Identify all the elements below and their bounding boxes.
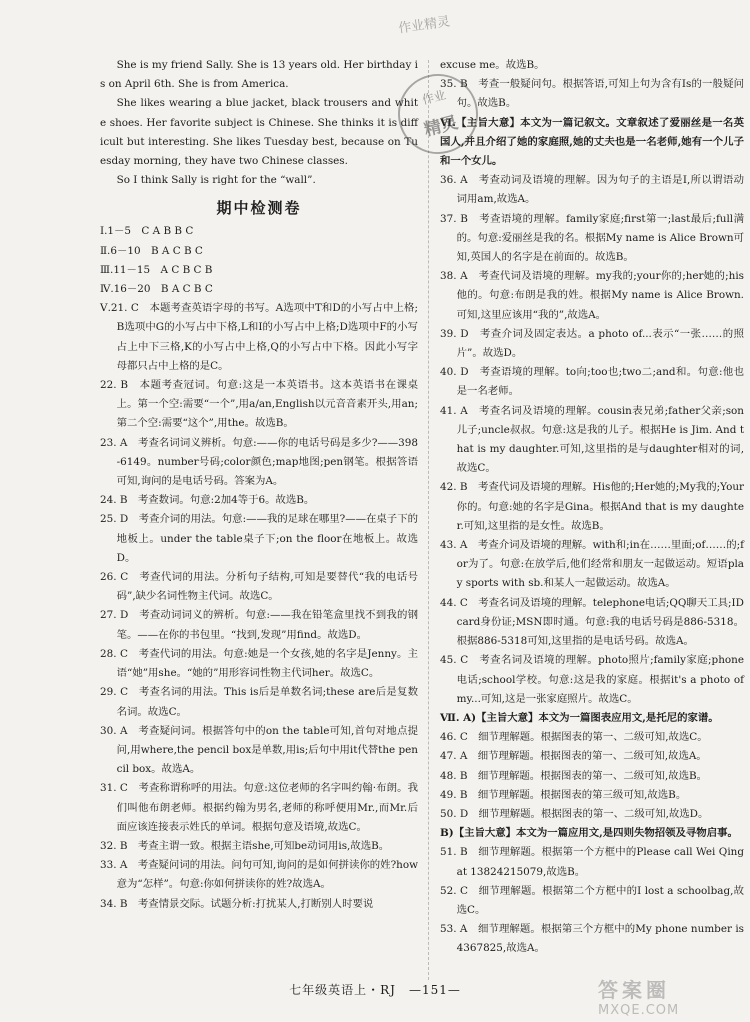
passage-paragraph: So I think Sally is right for the “wall”.	[116, 174, 316, 187]
answer-item: 37. B 考查语境的理解。family家庭;first第一;last最后;full满的。句意:爱丽丝是我的名。根据My name is Alice Brown可知,英国人的名字是在前面的。故选B。	[440, 212, 744, 264]
answer-item: 24. B 考查数词。句意:2加4等于6。故选B。	[100, 494, 315, 507]
answer-item: 30. A 考查疑问词。根据答句中的on the table可知,首句对地点提问,用where,the pencil box是单数,用is;后句中用it代替the pencil box。故选A。	[100, 724, 418, 776]
answer-item: 47. A 细节理解题。根据图表的第一、二级可知,故选A。	[440, 750, 707, 763]
column-divider	[428, 60, 429, 980]
answer-item: 38. A 考查代词及语境的理解。my我的;your你的;her她的;his他的。句意:布朗是我的姓。根据My name is Alice Brown.可知,这里应该用“我的”,故选A。	[440, 270, 744, 321]
answer-item: 36. A 考查动词及语境的理解。因为句子的主语是I,所以谓语动词用am,故选A。	[440, 174, 744, 206]
answer-item: 45. C 考查名词及语境的理解。photo照片;family家庭;phone电话;school学校。句意:这是我的家庭。根据it's a photo of my...可知,这是一张家庭照片。故选C。	[440, 654, 744, 705]
answer-item: 28. C 考查代词的用法。句意:她是一个女孩,她的名字是Jenny。主语“她”用she。“她的”用形容词性物主代词her。故选C。	[100, 647, 418, 680]
answer-item: 25. D 考查介词的用法。句意:——我的足球在哪里?——在桌子下的地板上。under the table桌子下;on the floor在地板上。故选D。	[100, 513, 418, 564]
answer-item: excuse me。故选B。	[440, 59, 545, 71]
summary-line: Ⅵ.【主旨大意】本文为一篇记叙文。文章叙述了爱丽丝是一名英国人,并且介绍了她的家庭照,她的丈夫也是一名老师,她有一个儿子和一个女儿。	[440, 116, 744, 168]
passage-paragraph: She likes wearing a blue jacket, black trousers and white shoes. Her favorite subject is Chinese. She thinks it is difficult but interesting. She likes Tuesday best, because on Tuesday morning, they have two Chinese classes.	[100, 97, 418, 168]
answer-item: 29. C 考查名词的用法。This is后是单数名词;these are后是复数名词。故选C。	[100, 686, 418, 718]
answer-item: 39. D 考查介词及固定表达。a photo of...表示“一张……的照片”。故选D。	[440, 327, 744, 360]
watermark-logo-name: 答案圈	[598, 978, 670, 1002]
answer-item: 48. B 细节理解题。根据图表的第一、二级可知,故选B。	[440, 769, 707, 782]
answer-item: 40. D 考查语境的理解。to向;too也;two二;and和。句意:他也是一名老师。	[440, 366, 744, 398]
summary-line: B)【主旨大意】本文为一篇应用文,是四则失物招领及寻物启事。	[440, 827, 738, 840]
section-title: 期中检测卷	[216, 199, 302, 218]
answer-item: 41. A 考查名词及语境的理解。cousin表兄弟;father父亲;son儿子;uncle叔叔。句意:这是我的儿子。根据He is Jim. And that is my daughter.可知,这里指的是与daughter相对的词,故选C。	[440, 404, 744, 475]
answer-item: 43. A 考查介词及语境的理解。with和;in在……里面;of……的;for为了。句意:在放学后,他们经常和朋友一起做运动。短语play sports with sb.和某人一起做运动。故选A。	[440, 539, 744, 590]
answer-item: 42. B 考查代词及语境的理解。His他的;Her她的;My我的;Your你的。句意:她的名字是Gina。根据And that is my daughter.可知,这里指的是女性。故选B。	[440, 481, 744, 532]
answer-line: Ⅰ.1－5 C A B B C	[100, 225, 194, 238]
answer-item: 51. B 细节理解题。根据第一个方框中的Please call Wei Qing at 13824215079,故选B。	[440, 846, 744, 878]
answer-line: Ⅳ.16－20 B A C B C	[100, 283, 213, 296]
stamp-text-bottom: 精灵	[422, 112, 461, 141]
answer-item: Ⅴ.21. C 本题考查英语字母的书写。A选项中T和D的小写占中上格;B选项中G的小写占中下格,L和I的小写占中上格;D选项中F的小写占上中下三格,K的小写占中上格,Q的小写占中下格。因此小写字母都只占中上格的是C。	[100, 302, 418, 372]
answer-line: Ⅲ.11－15 A C B C B	[100, 263, 213, 276]
left-column	[100, 56, 418, 914]
answer-item: 34. B 考查情景交际。试题分析:打扰某人,打断别人时要说	[100, 897, 374, 910]
watermark-logo-url: MXQE.COM	[598, 1003, 680, 1018]
answer-item: 27. D 考查动词词义的辨析。句意:——我在铅笔盒里找不到我的钢笔。——在你的书包里。“找到,发现”用find。故选D。	[100, 609, 418, 641]
passage-paragraph: She is my friend Sally. She is 13 years old. Her birthday is on April 6th. She is from America.	[100, 59, 418, 91]
answer-line: Ⅱ.6－10 B A C B C	[100, 244, 203, 257]
right-column	[440, 56, 744, 959]
answer-item: 31. C 考查称谓称呼的用法。句意:这位老师的名字叫约翰·布朗。我们叫他布朗老师。根据约翰为男名,老师的称呼便用Mr.,而Mr.后面应该连接表示姓氏的单词。根据句意及语境,故选C。	[100, 782, 418, 833]
answer-item: 52. C 细节理解题。根据第二个方框中的I lost a schoolbag,故选C。	[440, 884, 744, 916]
answer-item: 35. B 考查一般疑问句。根据答语,可知上句为含有Is的一般疑问句。故选B。	[440, 78, 744, 110]
watermark-top: 作业精灵	[397, 14, 452, 37]
answer-item: 26. C 考查代词的用法。分析句子结构,可知是要替代“我的电话号码”,缺少名词性物主代词。故选C。	[100, 571, 418, 603]
answer-item: 33. A 考查疑问词的用法。问句可知,询问的是如何拼读你的姓?how意为“怎样”。句意:你如何拼读你的姓?故选A。	[100, 859, 418, 891]
page-footer: 七年级英语上・RJ —151—	[289, 983, 461, 997]
watermark-logo	[598, 974, 738, 1016]
answer-item: 53. A 细节理解题。根据第三个方框中的My phone number is 4367825,故选A。	[440, 923, 744, 955]
answer-item: 50. D 细节理解题。根据图表的第一、二级可知,故选D。	[440, 807, 709, 820]
answer-item: 49. B 细节理解题。根据图表的第三级可知,故选B。	[440, 788, 687, 801]
stamp-text-top: 作业	[420, 87, 448, 108]
answer-item: 22. B 本题考查冠词。句意:这是一本英语书。这本英语书在课桌上。第一个空:需要“一个”,用a/an,English以元音音素开头,用an;第二个空:需要“这个”,用the。故选B。	[100, 379, 418, 430]
answer-item: 32. B 考查主谓一致。根据主语she,可知be动词用is,故选B。	[100, 839, 390, 852]
summary-line: Ⅶ. A)【主旨大意】本文为一篇图表应用文,是托尼的家谱。	[440, 711, 719, 724]
answer-item: 23. A 考查名词词义辨析。句意:——你的电话号码是多少?——398-6149。number号码;color颜色;map地图;pen钢笔。根据答语可知,询问的是电话号码。答案为A。	[100, 436, 418, 488]
answer-item: 44. C 考查名词及语境的理解。telephone电话;QQ聊天工具;ID card身份证;MSN即时通。句意:我的电话号码是886-5318。根据886-5318可知,这里指的是电话号码。故选A。	[440, 596, 744, 648]
answer-item: 46. C 细节理解题。根据图表的第一、二级可知,故选C。	[440, 731, 708, 744]
